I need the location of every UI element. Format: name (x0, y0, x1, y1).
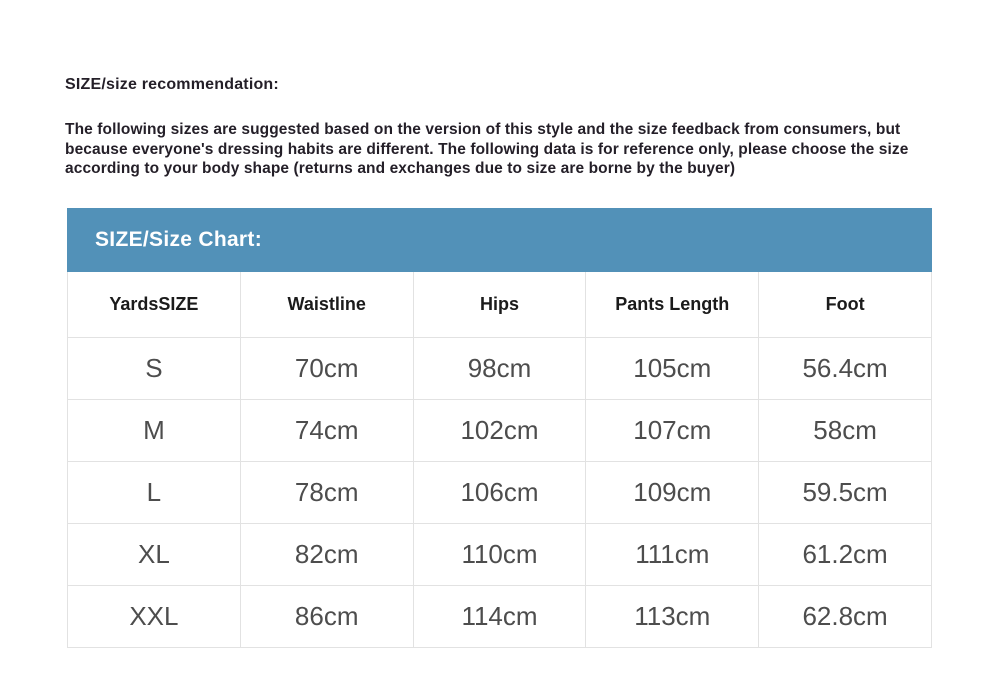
size-recommendation-paragraph: The following sizes are suggested based on the version of this style and the size feedback from consumers, but because everyone's dressing habits are different. The following data is for reference only, please choose the size according to your body shape (returns and exchanges due to size are borne by the buyer) (65, 121, 909, 177)
cell-waistline: 74cm (240, 399, 413, 461)
cell-size: M (68, 399, 241, 461)
cell-hips: 106cm (413, 461, 586, 523)
cell-pants-length: 111cm (586, 523, 759, 585)
size-chart-section (67, 208, 932, 648)
table-row-m (68, 399, 932, 461)
size-recommendation-heading: SIZE/size recommendation: (65, 76, 279, 93)
cell-size: XXL (68, 585, 241, 647)
size-chart-table (67, 272, 932, 648)
cell-foot: 56.4cm (759, 337, 932, 399)
cell-waistline: 82cm (240, 523, 413, 585)
col-header-foot: Foot (759, 272, 932, 337)
size-chart-title-bar (67, 208, 932, 272)
cell-foot: 58cm (759, 399, 932, 461)
cell-size: XL (68, 523, 241, 585)
col-header-pants-length: Pants Length (586, 272, 759, 337)
cell-foot: 59.5cm (759, 461, 932, 523)
cell-waistline: 78cm (240, 461, 413, 523)
cell-waistline: 86cm (240, 585, 413, 647)
cell-size: L (68, 461, 241, 523)
cell-size: S (68, 337, 241, 399)
cell-hips: 110cm (413, 523, 586, 585)
cell-hips: 102cm (413, 399, 586, 461)
cell-hips: 98cm (413, 337, 586, 399)
size-chart-title: SIZE/Size Chart: (95, 228, 262, 251)
cell-foot: 61.2cm (759, 523, 932, 585)
table-row-l (68, 461, 932, 523)
table-row-xl (68, 523, 932, 585)
cell-waistline: 70cm (240, 337, 413, 399)
cell-foot: 62.8cm (759, 585, 932, 647)
col-header-hips: Hips (413, 272, 586, 337)
table-header-row (68, 272, 932, 337)
cell-pants-length: 109cm (586, 461, 759, 523)
cell-pants-length: 105cm (586, 337, 759, 399)
col-header-waistline: Waistline (240, 272, 413, 337)
cell-pants-length: 107cm (586, 399, 759, 461)
table-row-xxl (68, 585, 932, 647)
cell-pants-length: 113cm (586, 585, 759, 647)
table-row-s (68, 337, 932, 399)
cell-hips: 114cm (413, 585, 586, 647)
col-header-yardssize: YardsSIZE (68, 272, 241, 337)
